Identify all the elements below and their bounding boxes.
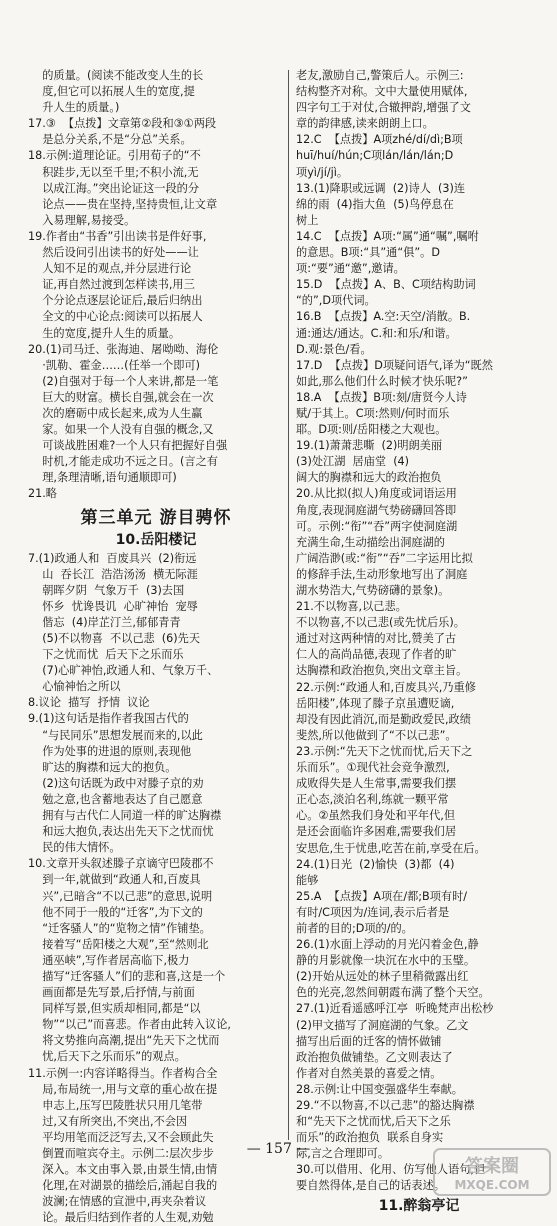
- answer-line: 过,又有所突出,不突出,不会因: [28, 1114, 188, 1128]
- right-answers: [296, 68, 542, 1195]
- answer-line: 14.C 【点拨】A项:“属”通“嘱”,嘱咐: [296, 229, 479, 243]
- answer-line: 角度,表现洞庭湖气势磅礴回答即: [296, 503, 457, 517]
- answer-line: 个分论点逐层论证后,最后归纳出: [28, 294, 203, 308]
- answer-line: 以成江海。”突出论证这一段的分: [28, 181, 200, 195]
- column-divider: [288, 70, 289, 1140]
- answer-line: 结构整齐对称。文中大量使用赋体,: [296, 85, 468, 99]
- answer-line: 充满生命,生动描绘出洞庭湖的: [296, 535, 445, 549]
- answer-line: 能够: [296, 873, 319, 887]
- answer-line: (7)心旷神怡,政通人和、气象万千、: [28, 664, 219, 678]
- watermark-text-1: 答案圈: [465, 1156, 519, 1177]
- answer-line: 心。②虽然我们身处和平年代,但: [296, 809, 456, 823]
- answer-line: 升人生的质量。): [28, 101, 120, 115]
- answer-line: 政治抱负做铺垫。乙文则表达了: [296, 1050, 453, 1064]
- answer-line: 静的月影就像一块沉在水中的玉璧。: [296, 954, 476, 968]
- answer-line: 8.议论 描写 抒情 议论: [28, 696, 150, 710]
- answer-line: 16.B 【点拨】A.空:天空/消散。B.: [296, 310, 471, 324]
- answer-line: 接着写“岳阳楼之大观”,至“然则北: [28, 937, 209, 951]
- answer-line: “的”,D项代词。: [296, 294, 376, 308]
- answer-line: 将文势推向高潮,提出“先天下之忧而: [28, 1034, 220, 1048]
- answer-line: (3)处江湖 居庙堂 (4): [296, 455, 410, 469]
- answer-line: 色的光亮,忽然间朝霞布满了整个天空。: [296, 986, 490, 1000]
- answer-line: (2)开始从远处的林子里稍微露出红: [296, 970, 469, 984]
- lesson-title-11: 11.醉翁亭记: [378, 1197, 460, 1214]
- answer-line: 10.文章开头叙述滕子京谪守巴陵郡不: [28, 857, 214, 871]
- answer-line: 湖水势浩大,气势磅礴的景象)。: [296, 584, 450, 597]
- answer-line: 是还会面临许多困难,需要我们居: [296, 825, 457, 839]
- answer-line: 理,条理清晰,语句通顺即可): [28, 471, 177, 485]
- answer-line: 29.“不以物喜,不以己悲”的豁达胸襟: [296, 1099, 475, 1112]
- answer-line: 巨大的财富。横长自强,就会在一次: [28, 390, 214, 404]
- answer-line: 12.C 【点拨】A项zhé/dí/dì;B项: [296, 133, 463, 147]
- answer-line: 的意思。B项:“具”通“俱”。D: [296, 246, 440, 260]
- answer-line: 岳阳楼”,体现了滕子京虽遭贬谪,: [296, 696, 455, 710]
- answer-line: ·凯勒、霍金……(任举一个即可): [28, 358, 200, 372]
- answer-line: 而乐”的政治抱负 联系自身实: [296, 1131, 444, 1145]
- answer-line: “与民同乐”思想发展而来的,以此: [28, 728, 203, 742]
- answer-line: 安思危,生于忧患,吃苦在前,享受在后。: [296, 841, 486, 855]
- answer-line: 9.(1)这句话是指作者我国古代的: [28, 712, 189, 726]
- answer-line: 波澜;在情感的宣泄中,再夹杂着议: [28, 1195, 207, 1209]
- answer-line: 人知不足的观点,并分层进行论: [28, 262, 192, 276]
- answer-line: huī/huí/hún;C项lán/lán/lán;D: [296, 149, 454, 163]
- answer-line: 可谈战胜困难?一个人只有把握好自强: [28, 439, 228, 453]
- answer-line: 却没有因此消沉,而是勤政爱民,政绩: [296, 712, 471, 726]
- answer-line: 全文的中心论点:阅读可以拓展人: [28, 310, 203, 324]
- answer-line: 画面都是先写景,后抒情,与前面: [28, 986, 195, 1000]
- watermark-text-2: MXQE.COM: [454, 1178, 530, 1192]
- answer-line: 章的韵律感,读来朗朗上口。: [296, 117, 434, 131]
- answer-line: 21.不以物喜,以己悲。: [296, 600, 407, 614]
- answer-line: 偕忘 (4)岸芷汀兰,郁郁青青: [28, 615, 181, 629]
- answer-line: 朝晖夕阴 气象万千 (3)去国: [28, 583, 185, 597]
- answer-line: 拥有与古代仁人同道一样的旷达胸襟: [28, 809, 222, 823]
- answer-line: 18.A 【点拨】B项:刻/唐贤今人诗: [296, 390, 467, 404]
- answer-line: 次的磨砺中成长起来,成为人生赢: [28, 406, 203, 420]
- page-number: — 157 —: [246, 1141, 311, 1157]
- answer-line: 入易理解,易接受。: [28, 213, 136, 227]
- answer-line: 物”“以己”而喜悲。作者由此转入议论,: [28, 1018, 231, 1032]
- answer-line: 心愉神怡之所以: [28, 680, 121, 694]
- answer-line: 描写“迁客骚人”们的悲和喜,这是一个: [28, 969, 226, 983]
- answer-line: 和远大抱负,表达出先天下之忧而忧: [28, 825, 214, 839]
- answer-line: 的修辞手法,生动形象地写出了洞庭: [296, 567, 468, 581]
- answer-line: 际,言之合理即可。: [296, 1147, 390, 1161]
- answer-line: 13.(1)降职或远调 (2)诗人 (3)连: [296, 181, 466, 195]
- answer-line: 要自然得体,是自己的话表述。: [296, 1179, 445, 1193]
- answer-line: 成败得失是人生常事,需要我们摆: [296, 777, 457, 791]
- answer-line: 项yì/jí/jì。: [296, 165, 349, 179]
- answer-line: 通巫峡”,写作者居高临下,极力: [28, 953, 190, 967]
- answer-line: 描写出后面的迁客的情怀做铺: [296, 1034, 442, 1048]
- answer-line: (5)不以物喜 不以己悲 (6)先天: [28, 632, 201, 645]
- answer-line: 局,布局统一,用与文章的重心故在提: [28, 1082, 218, 1096]
- answer-line: 耶。D项:则/岳阳楼之大观也。: [296, 423, 447, 437]
- answer-line: 有时/C项因为/连词,表示后者是: [296, 905, 450, 919]
- answer-line: 7.(1)政通人和 百废具兴 (2)衔远: [28, 551, 197, 565]
- answer-line: 下之忧而忧 后天下之乐而乐: [28, 648, 184, 662]
- answer-line: 项:“要”通“邀”,邀请。: [296, 262, 405, 276]
- answer-line: 生的宽度,提升人生的质量。: [28, 326, 181, 340]
- answer-line: 到一年,就做到“政通人和,百废具: [28, 873, 201, 887]
- watermark-logo: [433, 1148, 551, 1196]
- answer-line: 19.作者由“书香”引出读书是件好事,: [28, 229, 207, 243]
- answer-line: (2)自强对于每一个人来讲,都是一笔: [28, 374, 219, 388]
- answer-line: 15.D 【点拨】A、B、C项结构助词: [296, 278, 476, 292]
- answer-line: 和“先天下之忧而忧,后天下之乐: [296, 1115, 451, 1129]
- answer-line: 同样写景,但实质却相同,都是“以: [28, 1002, 201, 1016]
- lesson-title-10: 10.岳阳楼记: [115, 531, 197, 548]
- answer-line: 斐然,所以他做到了“不以己悲”。: [296, 728, 457, 742]
- answer-line: 申志上,压写巴陵胜状只用几笔带: [28, 1098, 203, 1112]
- answer-line: 乐而乐”。①现代社会竞争激烈,: [296, 761, 450, 775]
- answer-line: 树上: [296, 213, 319, 227]
- answer-line: 24.(1)日光 (2)愉快 (3)都 (4): [296, 857, 455, 871]
- answer-line: 达胸襟和政治抱负,突出文章主旨。: [296, 664, 468, 678]
- answer-line: 绵的雨 (4)指大鱼 (5)鸟停息在: [296, 197, 454, 211]
- answer-line: 通过对这两种情的对比,赞美了古: [296, 632, 457, 646]
- answer-line: 平均用笔而泛泛写去,又不会顾此失: [28, 1130, 214, 1144]
- answer-line: 是总分关系,不是“分总”关系。: [28, 133, 192, 147]
- answer-line: 的质量。(阅读不能改变人生的长: [28, 69, 204, 82]
- answer-line: 前者的目的;D项的/的。: [296, 921, 413, 935]
- answer-line: 30.可以借用、化用、仿写他人语句,但: [296, 1163, 486, 1177]
- answer-line: 26.(1)水面上浮动的月光闪着金色,静: [296, 938, 479, 952]
- answer-line: 正心态,淡泊名利,练就一颗平常: [296, 793, 449, 807]
- answer-line: 山 吞长江 浩浩汤汤 横无际涯: [28, 567, 198, 581]
- answer-line: 不以物喜,不以己悲(或先忧后乐)。: [296, 616, 465, 630]
- answer-line: 怀乡 忧谗畏讥 心旷神怡 宠辱: [28, 599, 198, 613]
- answer-line: (2)这句话既为政中对滕子京的劝: [28, 776, 204, 790]
- answer-line: 论点——贵在坚持,坚持贵恒,让文章: [28, 197, 218, 211]
- answer-line: 他不同于一般的“迁客”,为下文的: [28, 905, 203, 919]
- answer-line: 家。如果一个人没有自强的概念,又: [28, 423, 214, 437]
- answer-line: 25.A 【点拨】A项在/都;B项有时/: [296, 889, 468, 903]
- answer-line: 20.(1)司马迁、张海迪、屠呦呦、海伦: [28, 342, 219, 356]
- answer-line: 忧,后天下之乐而乐”的观点。: [28, 1050, 186, 1064]
- answer-line: 旷达的胸襟和远大的抱负。: [28, 760, 177, 774]
- answer-line: 可。示例:“衔”“吞”两字使洞庭湖: [296, 519, 458, 533]
- answer-line: 23.示例:“先天下之忧而忧,后天下之: [296, 744, 473, 758]
- left-answers-top: [28, 68, 284, 503]
- answer-line: 兴”,已暗含“不以己悲”的意思,说明: [28, 889, 213, 903]
- unit-title: 第三单元 游目骋怀: [80, 507, 232, 528]
- answer-line: “迁客骚人”的“览物之情”作铺垫。: [28, 921, 211, 935]
- answer-line: 论。最后归结到作者的人生观,劝勉: [28, 1211, 214, 1225]
- answer-line: 作者对自然美景的喜爱之情。: [296, 1066, 442, 1080]
- answer-line: 仁人的高尚品德,表现了作者的旷: [296, 648, 457, 662]
- answer-line: 17.D 【点拨】D项疑问语气,译为“既然: [296, 358, 493, 372]
- answer-line: 然后设问引出读书的好处——让: [28, 246, 199, 260]
- left-answers-bottom: [28, 551, 284, 1226]
- answer-line: 民的伟大情怀。: [28, 841, 121, 855]
- answer-line: 证,再自然过渡到怎样读书,用三: [28, 278, 195, 292]
- answer-line: 如此,那么他们什么时候才快乐呢?”: [296, 374, 468, 388]
- answer-line: D.观:景色/看。: [296, 342, 372, 356]
- answer-line: 22.示例:“政通人和,百废具兴,乃重修: [296, 680, 476, 694]
- answer-line: 四字句工于对仗,合辙押韵,增强了文: [296, 101, 471, 115]
- answer-line: 勉之意,也含蓄地表达了自己愿意: [28, 792, 203, 806]
- answer-line: 21.略: [28, 487, 57, 501]
- answer-line: 倒置而喧宾夺主。示例二:层次步步: [28, 1147, 214, 1160]
- answer-line: 积跬步,无以至千里;不积小流,无: [28, 165, 199, 179]
- answer-line: 17.③ 【点拨】文章第②段和③①两段: [28, 117, 217, 131]
- answer-line: 赋/于其上。C项:然则/何时而乐: [296, 406, 450, 420]
- answer-line: 时机,才能走成功不远之日。(言之有: [28, 455, 218, 469]
- answer-line: 19.(1)萧萧悲嘶 (2)明朗美丽: [296, 439, 443, 453]
- answer-line: 作为处事的进退的原则,表现他: [28, 744, 192, 758]
- answer-line: 11.示例一:内容详略得当。作者构合全: [28, 1066, 218, 1080]
- answer-line: 通:通达/通达。C.和:和乐/和谐。: [296, 326, 457, 340]
- answer-line: 广阔浩渺(或:“衔”“吞”二字运用比拟: [296, 551, 473, 565]
- answer-line: 阔大的胸襟和远大的政治抱负: [296, 471, 442, 485]
- answer-line: 化理,在对湖景的描绘后,涌起自我的: [28, 1179, 218, 1193]
- answer-line: 度,但它可以拓展人生的宽度,提: [28, 85, 195, 99]
- answer-line: 28.示例:让中国变强盛华生奉献。: [296, 1082, 463, 1096]
- answer-line: 27.(1)近看遥感呼江亭 听晚梵声出松杪: [296, 1002, 494, 1016]
- answer-line: 老友,激励自己,警策后人。示例三:: [296, 69, 464, 82]
- answer-line: 18.示例:道理论证。引用荀子的“不: [28, 149, 201, 163]
- answer-line: (2)甲文描写了洞庭湖的气象。乙文: [296, 1018, 469, 1032]
- answer-line: 深入。本文由事入景,由景生情,由情: [28, 1163, 218, 1177]
- answer-line: 20.从比拟(拟人)角度或词语运用: [296, 487, 457, 501]
